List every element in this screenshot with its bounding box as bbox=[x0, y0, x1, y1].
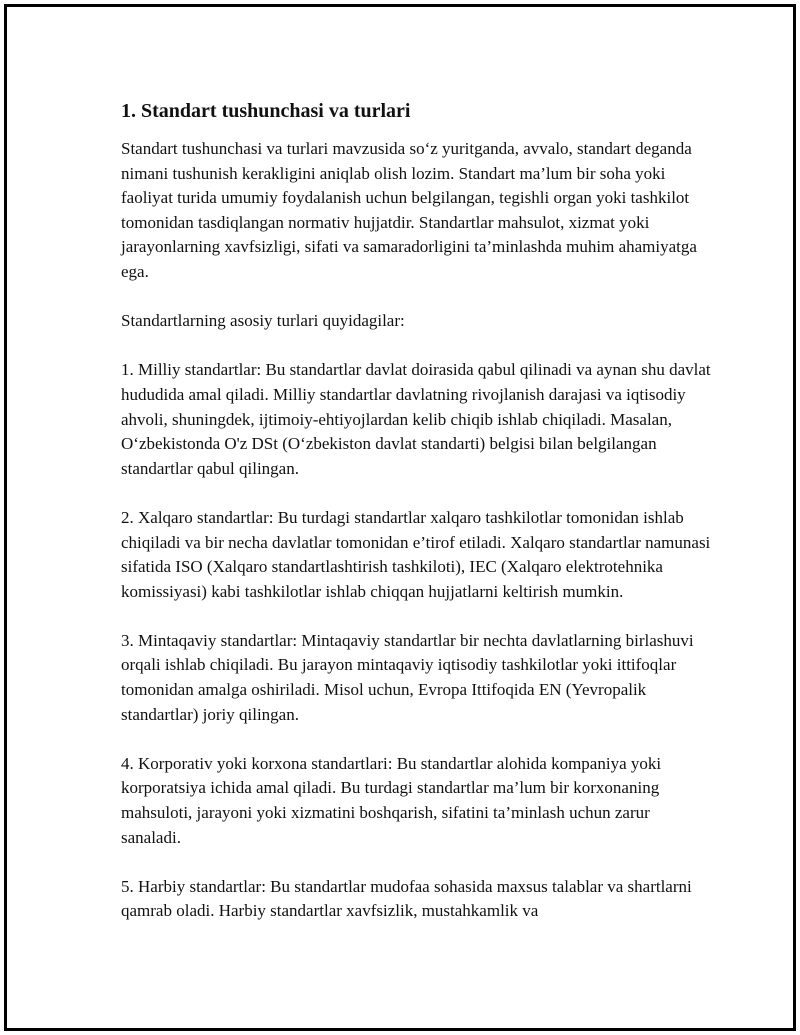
corporate-standards-paragraph: 4. Korporativ yoki korxona standartlari: Bu standartlar alohida kompaniya yoki korporatsiya ichida amal qiladi. Bu turdagi standartlar ma’lum bir korxonaning mahsuloti, jarayoni yoki xizmatini boshqarish, sifatini ta’minlash uchun zarur sanaladi. bbox=[121, 753, 662, 847]
regional-standards-paragraph: 3. Mintaqaviy standartlar: Mintaqaviy standartlar bir nechta davlatlarning birlashuvi orqali ishlab chiqiladi. Bu jarayon mintaqaviy iqtisodiy tashkilotlar yoki ittifoqlar tomonidan amalga oshiriladi. Misol uchun, Evropa Ittifoqida EN (Yevropalik standartlar) joriy qilingan. bbox=[121, 630, 694, 724]
types-intro-paragraph: Standartlarning asosiy turlari quyidagilar: bbox=[121, 311, 405, 331]
international-standards-paragraph: 2. Xalqaro standartlar: Bu turdagi standartlar xalqaro tashkilotlar tomonidan ishlab chiqiladi va bir necha davlatlar tomonidan e’tirof etiladi. Xalqaro standartlar namunasi sifatida ISO (Xalqaro standartlashtirish tashkiloti), IEC (Xalqaro elektrotehnika komissiyasi) kabi tashkilotlar ishlab chiqqan hujjatlarni keltirish mumkin. bbox=[121, 507, 711, 601]
national-standards-paragraph: 1. Milliy standartlar: Bu standartlar davlat doirasida qabul qilinadi va aynan shu davlat hududida amal qiladi. Milliy standartlar davlatning rivojlanish darajasi va iqtisodiy ahvoli, shuningdek, ijtimoiy-ehtiyojlardan kelib chiqib ishlab chiqiladi. Masalan, O‘zbekistonda O'z DSt (O‘zbekiston davlat standarti) belgisi bilan belgilangan standartlar qabul qilingan. bbox=[121, 360, 711, 478]
military-standards-paragraph: 5. Harbiy standartlar: Bu standartlar mudofaa sohasida maxsus talablar va shartlarni qamrab oladi. Harbiy standartlar xavfsizlik, mustahkamlik va bbox=[121, 876, 692, 921]
intro-paragraph: Standart tushunchasi va turlari mavzusida so‘z yuritganda, avvalo, standart deganda nimani tushunish kerakligini aniqlab olish lozim. Standart ma’lum bir soha yoki faoliyat turida umumiy foydalanish uchun belgilangan, tegishli organ yoki tashkilot tomonidan tasdiqlangan normativ hujjatdir. Standartlar mahsulot, xizmat yoki jarayonlarning xavfsizligi, sifati va samaradorligini ta’minlashda muhim ahamiyatga ega. bbox=[121, 139, 697, 281]
page-frame bbox=[4, 4, 796, 1031]
section-heading: 1. Standart tushunchasi va turlari bbox=[121, 100, 411, 122]
document-body bbox=[121, 97, 711, 949]
